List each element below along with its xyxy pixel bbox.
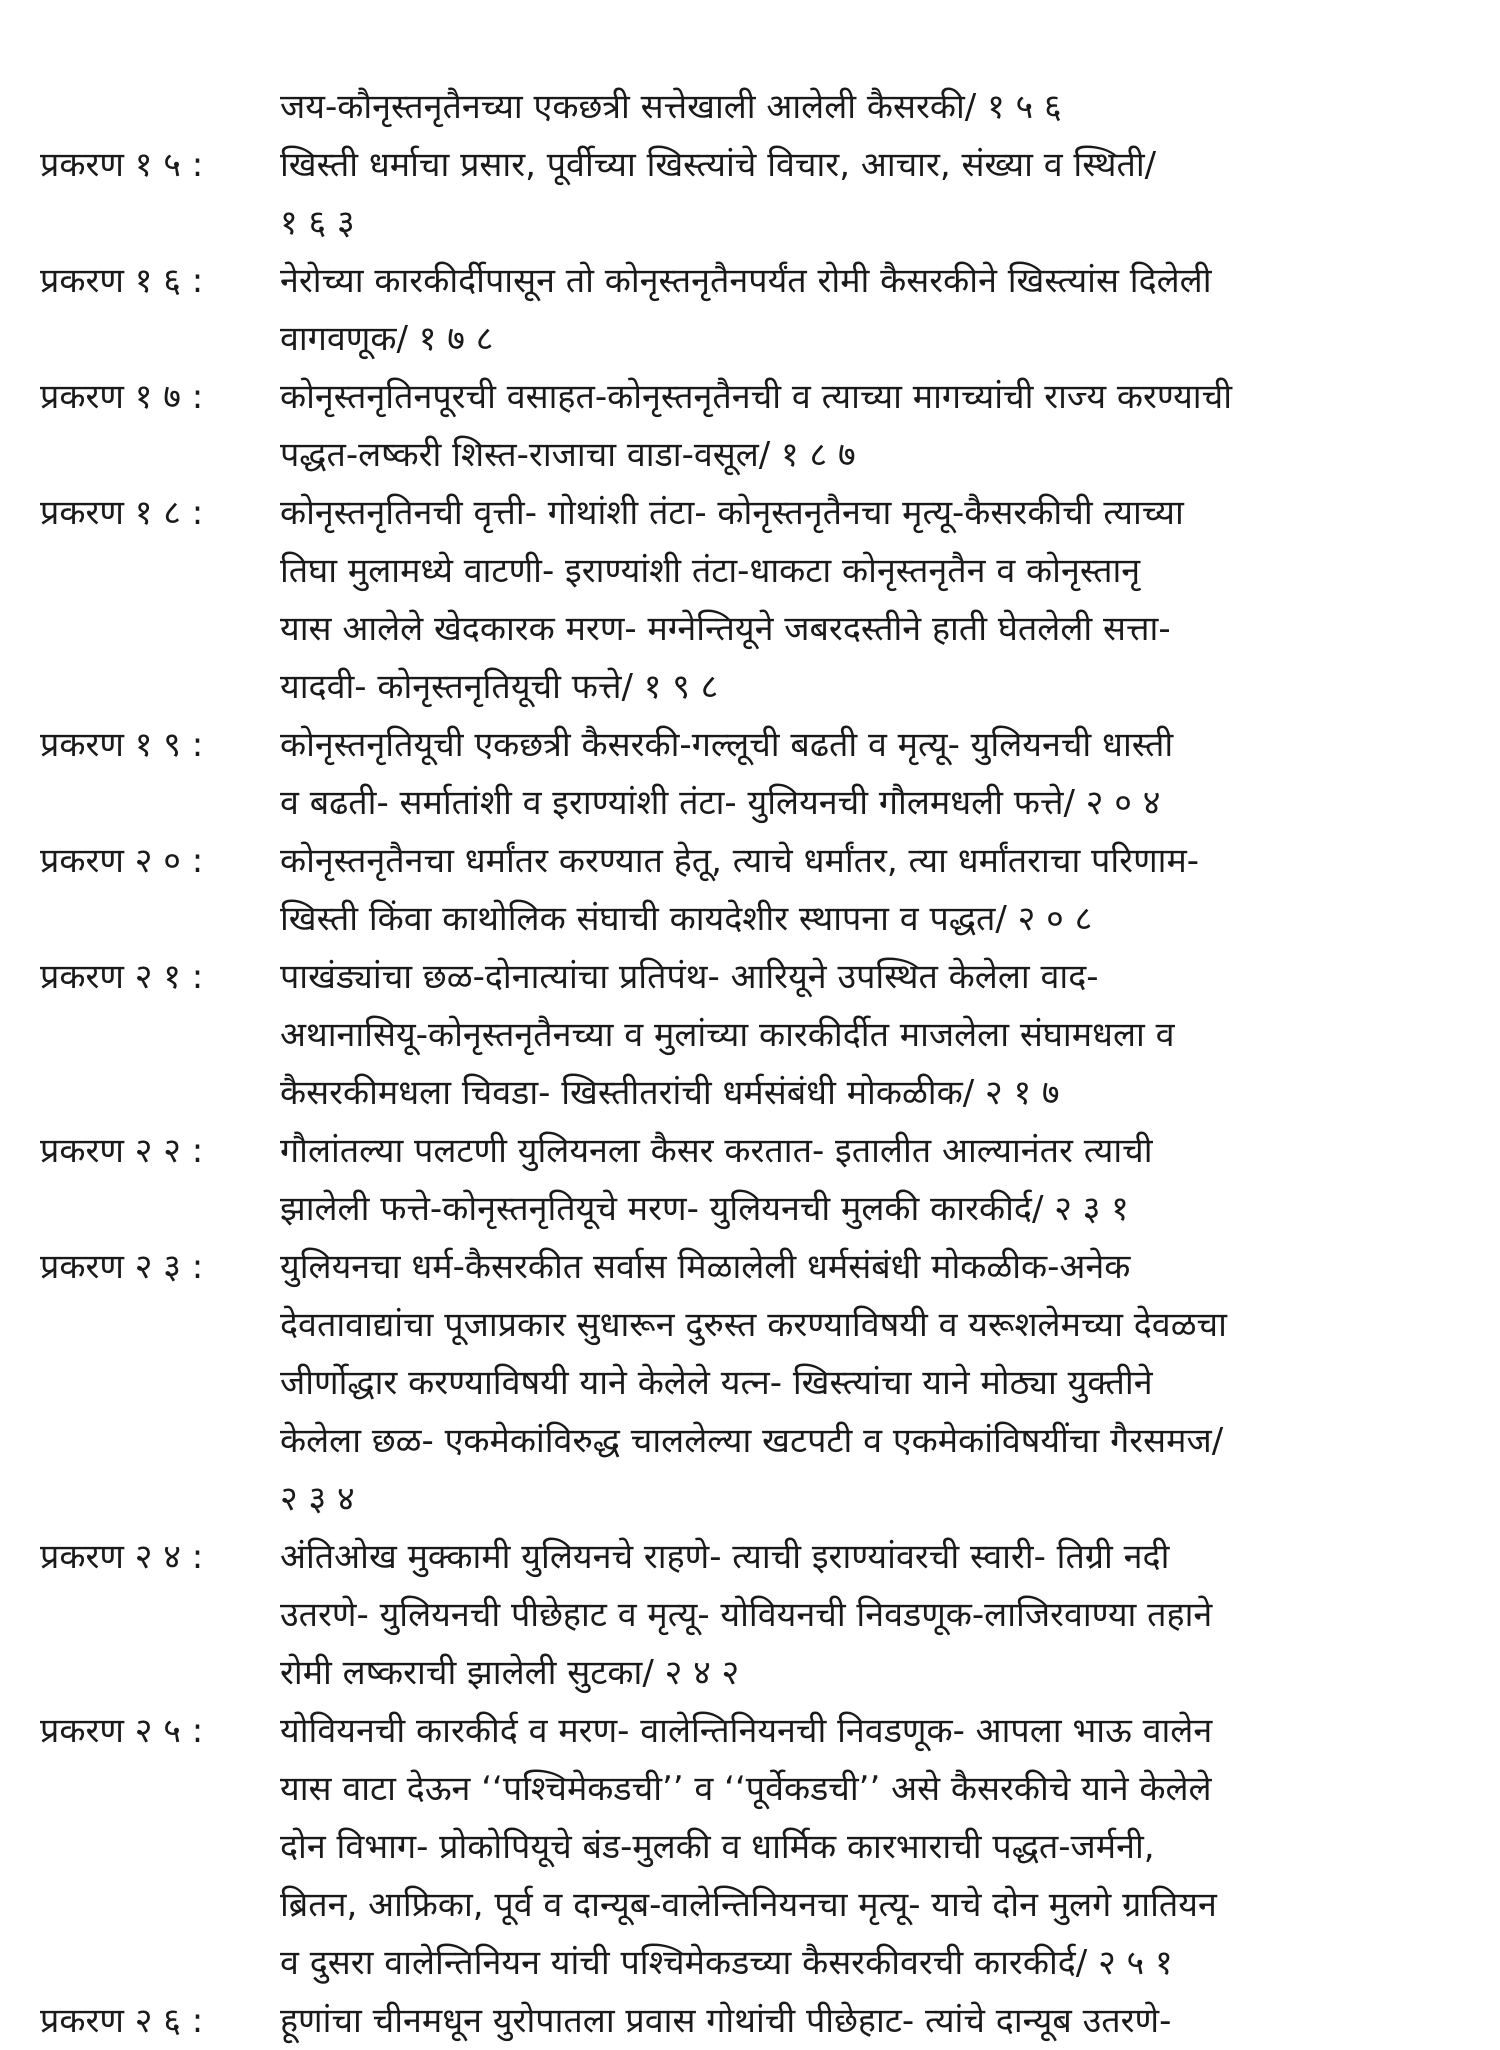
chapter-description-line: खिस्ती धर्माचा प्रसार, पूर्वीच्या खिस्त्यांचे विचार, आचार, संख्या व स्थिती/ [280, 145, 1157, 185]
chapter-description-line: युलियनचा धर्म-कैसरकीत सर्वास मिळालेली धर्मसंबंधी मोकळीक-अनेक [280, 1247, 1131, 1287]
chapter-entry [40, 1238, 1460, 1528]
chapter-number: प्रकरण १ ८ : [40, 493, 204, 533]
chapter-description [280, 136, 1460, 252]
chapter-description [280, 1122, 1460, 1238]
chapter-number: प्रकरण २ ० : [40, 841, 204, 881]
chapter-description-line: कोनृस्तनृतियूची एकछत्री कैसरकी-गल्लूची बढती व मृत्यू- युलियनची धास्ती [280, 725, 1174, 765]
chapter-description-line: पद्धत-लष्करी शिस्त-राजाचा वाडा-वसूल/ १ ८ ७ [280, 435, 856, 475]
chapter-entry [40, 716, 1460, 832]
chapter-description-line: २ ३ ४ [280, 1479, 355, 1519]
chapter-description-line: देवतावाद्यांचा पूजाप्रकार सुधारून दुरुस्त करण्याविषयी व यरूशलेमच्या देवळचा [280, 1305, 1227, 1345]
chapter-description-line: झालेली फत्ते-कोनृस्तनृतियूचे मरण- युलियनची मुलकी कारकीर्द/ २ ३ १ [280, 1189, 1129, 1229]
chapter-description-line: १ ६ ३ [280, 203, 355, 243]
chapter-entry [40, 136, 1460, 252]
chapter-description-line: दोन विभाग- प्रोकोपियूचे बंड-मुलकी व धार्मिक कारभाराची पद्धत-जर्मनी, [280, 1827, 1155, 1867]
chapter-description-line: नेरोच्या कारकीर्दीपासून तो कोनृस्तनृतैनपर्यंत रोमी कैसरकीने खिस्त्यांस दिलेली [280, 261, 1212, 301]
chapter-description-line: कैसरकीमधला चिवडा- खिस्तीतरांची धर्मसंबंधी मोकळीक/ २ १ ७ [280, 1073, 1060, 1113]
chapter-description [280, 1528, 1460, 1702]
chapter-description-line: रोमी लष्कराची झालेली सुटका/ २ ४ २ [280, 1653, 740, 1693]
chapter-description-line: उतरणे- युलियनची पीछेहाट व मृत्यू- योवियनची निवडणूक-लाजिरवाण्या तहाने [280, 1595, 1213, 1635]
chapter-number: प्रकरण २ ३ : [40, 1247, 204, 1287]
chapter-description [280, 368, 1460, 484]
chapter-number: प्रकरण २ ५ : [40, 1711, 204, 1751]
chapter-description-line: अथानासियू-कोनृस्तनृतैनच्या व मुलांच्या कारकीर्दीत माजलेला संघामधला व [280, 1015, 1175, 1055]
chapter-description [280, 1992, 1460, 2050]
chapter-description-line: योवियनची कारकीर्द व मरण- वालेन्तिनियनची निवडणूक- आपला भाऊ वालेन [280, 1711, 1213, 1751]
chapter-description-line: यास आलेले खेदकारक मरण- मग्नेन्तियूने जबरदस्तीने हाती घेतलेली सत्ता- [280, 609, 1171, 649]
chapter-description-line: खिस्ती किंवा काथोलिक संघाची कायदेशीर स्थापना व पद्धत/ २ ० ८ [280, 899, 1093, 939]
lead-continuation-line: जय-कौनृस्तनृतैनच्या एकछत्री सत्तेखाली आलेली कैसरकी/ १ ५ ६ [280, 87, 1062, 127]
chapter-description-line: अंतिओख मुक्कामी युलियनचे राहणे- त्याची इराण्यांवरची स्वारी- तिग्री नदी [280, 1537, 1170, 1577]
chapter-entry [40, 948, 1460, 1122]
chapter-description-line: कोनृस्तनृतिनची वृत्ती- गोथांशी तंटा- कोनृस्तनृतैनचा मृत्यू-कैसरकीची त्याच्या [280, 493, 1184, 533]
chapter-description [280, 1238, 1460, 1528]
chapter-entry [40, 368, 1460, 484]
chapter-entry [40, 832, 1460, 948]
chapter-description [280, 716, 1460, 832]
chapter-description [280, 252, 1460, 368]
chapter-description [280, 1702, 1460, 1992]
chapter-description-line: गौलांतल्या पलटणी युलियनला कैसर करतात- इतालीत आल्यानंतर त्याची [280, 1131, 1153, 1171]
chapter-description-line: वागवणूक/ १ ७ ८ [280, 319, 494, 359]
chapter-number: प्रकरण १ ६ : [40, 261, 204, 301]
chapter-description [280, 484, 1460, 716]
chapter-number: प्रकरण १ ५ : [40, 145, 204, 185]
chapter-description [280, 832, 1460, 948]
chapter-description-line: तिघा मुलामध्ये वाटणी- इराण्यांशी तंटा-धाकटा कोनृस्तनृतैन व कोनृस्तानृ [280, 551, 1141, 591]
chapter-description-line: पाखंड्यांचा छळ-दोनात्यांचा प्रतिपंथ- आरियूने उपस्थित केलेला वाद- [280, 957, 1099, 997]
chapter-description-line: ब्रितन, आफ्रिका, पूर्व व दान्यूब-वालेन्तिनियनचा मृत्यू- याचे दोन मुलगे ग्रातियन [280, 1885, 1217, 1925]
chapter-description-line: जीर्णोद्धार करण्याविषयी याने केलेले यत्न- खिस्त्यांचा याने मोठ्या युक्तीने [280, 1363, 1153, 1403]
chapter-entry [40, 1702, 1460, 1992]
chapter-list [40, 136, 1460, 2050]
chapter-description-line: यास वाटा देऊन ‘‘पश्चिमेकडची’’ व ‘‘पूर्वेकडची’’ असे कैसरकीचे याने केलेले [280, 1769, 1212, 1809]
chapter-entry [40, 484, 1460, 716]
chapter-description-line: व दुसरा वालेन्तिनियन यांची पश्चिमेकडच्या कैसरकीवरची कारकीर्द/ २ ५ १ [280, 1943, 1173, 1983]
chapter-entry [40, 1992, 1460, 2050]
chapter-description [280, 948, 1460, 1122]
chapter-entry [40, 1122, 1460, 1238]
chapter-entry [40, 252, 1460, 368]
chapter-description-line: व बढती- सर्मातांशी व इराण्यांशी तंटा- युलियनची गौलमधली फत्ते/ २ ० ४ [280, 783, 1161, 823]
chapter-description-line: हूणांचा चीनमधून युरोपातला प्रवास गोथांची पीछेहाट- त्यांचे दान्यूब उतरणे- [280, 2001, 1172, 2041]
chapter-description-line: कोनृस्तनृतैनचा धर्मांतर करण्यात हेतू, त्याचे धर्मांतर, त्या धर्मांतराचा परिणाम- [280, 841, 1200, 881]
chapter-entry [40, 1528, 1460, 1702]
chapter-number: प्रकरण १ ७ : [40, 377, 204, 417]
chapter-number: प्रकरण २ ४ : [40, 1537, 204, 1577]
chapter-description-line: यादवी- कोनृस्तनृतियूची फत्ते/ १ ९ ८ [280, 667, 719, 707]
chapter-description-line: कोनृस्तनृतिनपूरची वसाहत-कोनृस्तनृतैनची व त्याच्या मागच्यांची राज्य करण्याची [280, 377, 1233, 417]
chapter-number: प्रकरण २ ६ : [40, 2001, 204, 2041]
chapter-description-line: केलेला छळ- एकमेकांविरुद्ध चाललेल्या खटपटी व एकमेकांविषयींचा गैरसमज/ [280, 1421, 1224, 1461]
chapter-number: प्रकरण २ १ : [40, 957, 204, 997]
chapter-number: प्रकरण १ ९ : [40, 725, 204, 765]
chapter-number: प्रकरण २ २ : [40, 1131, 204, 1171]
